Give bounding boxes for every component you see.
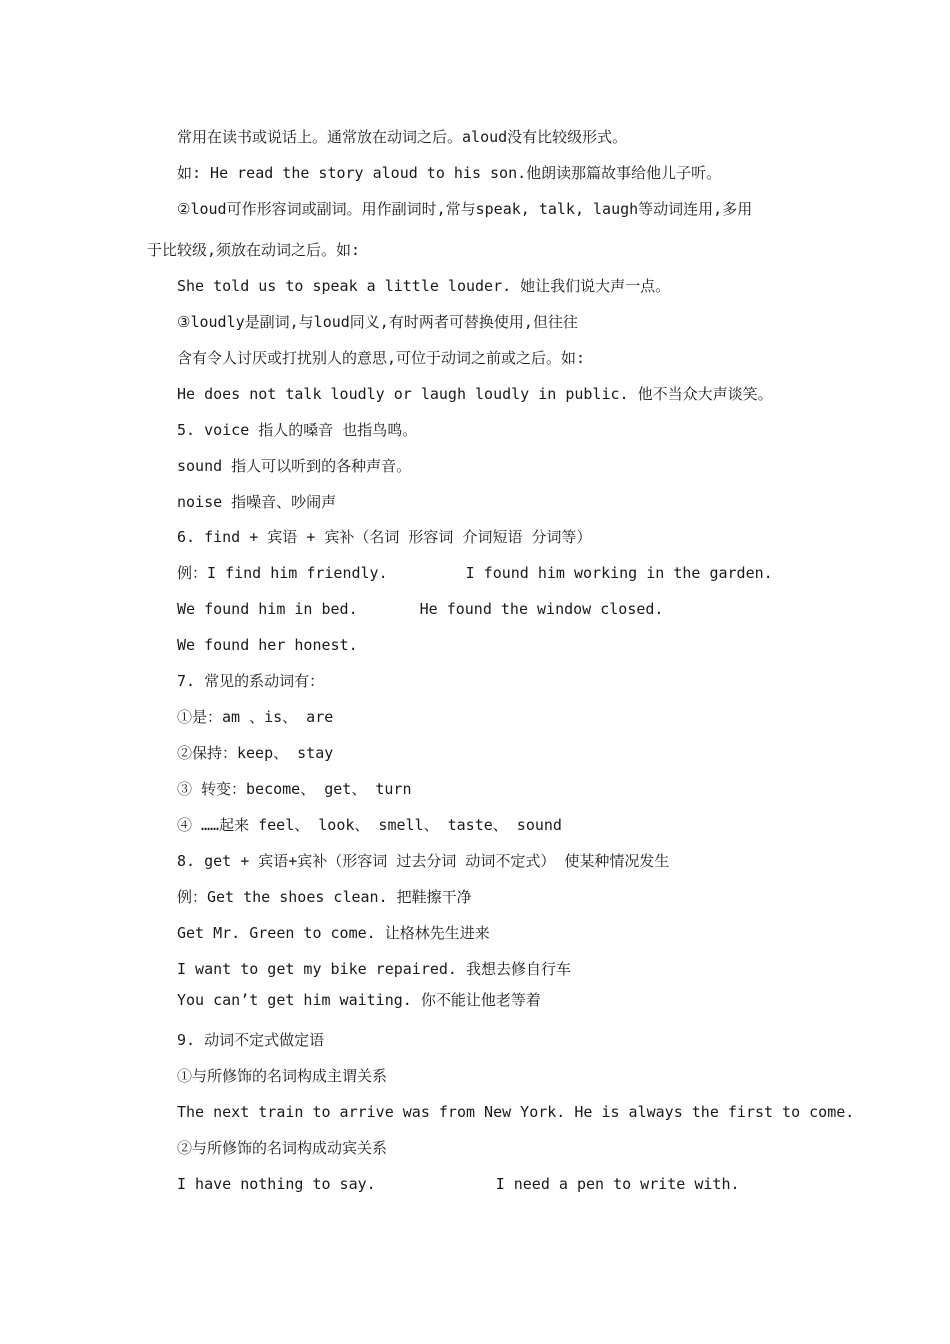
text-line: 例：Get the shoes clean. 把鞋擦干净 [177,888,472,906]
text-line: 含有令人讨厌或打扰别人的意思,可位于动词之前或之后。如: [177,349,586,367]
text-line [177,599,663,619]
text-line: ①是：am 、is、 are [177,708,334,726]
text-line: 9. 动词不定式做定语 [177,1031,325,1049]
text-line: ②loud可作形容词或副词。用作副词时,常与speak, talk, laugh等动词连用,多用 [177,200,753,218]
text-line: I want to get my bike repaired. 我想去修自行车 [177,960,571,978]
text-line: noise 指噪音、吵闹声 [177,493,337,511]
text-line: 7. 常见的系动词有： [177,672,325,690]
text-segment: We found him in bed. [177,600,358,618]
text-line: 8. get + 宾语+宾补（形容词 过去分词 动词不定式） 使某种情况发生 [177,852,670,870]
text-line: The next train to arrive was from New York. He is always the first to come. [177,1103,855,1121]
text-segment: He found the window closed. [419,600,664,618]
text-line: 常用在读书或说话上。通常放在动词之后。aloud没有比较级形式。 [177,128,628,146]
text-line: He does not talk loudly or laugh loudly in public. 他不当众大声谈笑。 [177,385,773,403]
text-line: ④ ……起来 feel、 look、 smell、 taste、 sound [177,816,562,834]
text-segment: I found him working in the garden. [465,564,773,582]
text-line [177,1174,740,1194]
text-segment: 例：I find him friendly. [177,564,388,582]
text-line: We found her honest. [177,636,358,654]
text-line: She told us to speak a little louder. 她让我们说大声一点。 [177,277,671,295]
text-line: sound 指人可以听到的各种声音。 [177,457,412,475]
text-line: 于比较级,须放在动词之后。如: [147,241,361,259]
text-line: ②与所修饰的名词构成动宾关系 [177,1139,388,1157]
text-line: You can’t get him waiting. 你不能让他老等着 [177,991,541,1009]
text-line: ③loudly是副词,与loud同义,有时两者可替换使用,但往往 [177,313,578,331]
text-segment: I have nothing to say. [177,1175,376,1193]
text-segment: I need a pen to write with. [495,1175,740,1193]
text-line: 6. find + 宾语 + 宾补（名词 形容词 介词短语 分词等） [177,528,592,546]
text-line: ③ 转变：become、 get、 turn [177,780,412,798]
text-line: Get Mr. Green to come. 让格林先生进来 [177,924,490,942]
text-line: ①与所修饰的名词构成主谓关系 [177,1067,388,1085]
text-line: 如: He read the story aloud to his son.他朗读那篇故事给他儿子听。 [177,164,722,182]
text-line: ②保持：keep、 stay [177,744,334,762]
text-line: 5. voice 指人的嗓音 也指鸟鸣。 [177,421,418,439]
text-line [177,563,773,583]
